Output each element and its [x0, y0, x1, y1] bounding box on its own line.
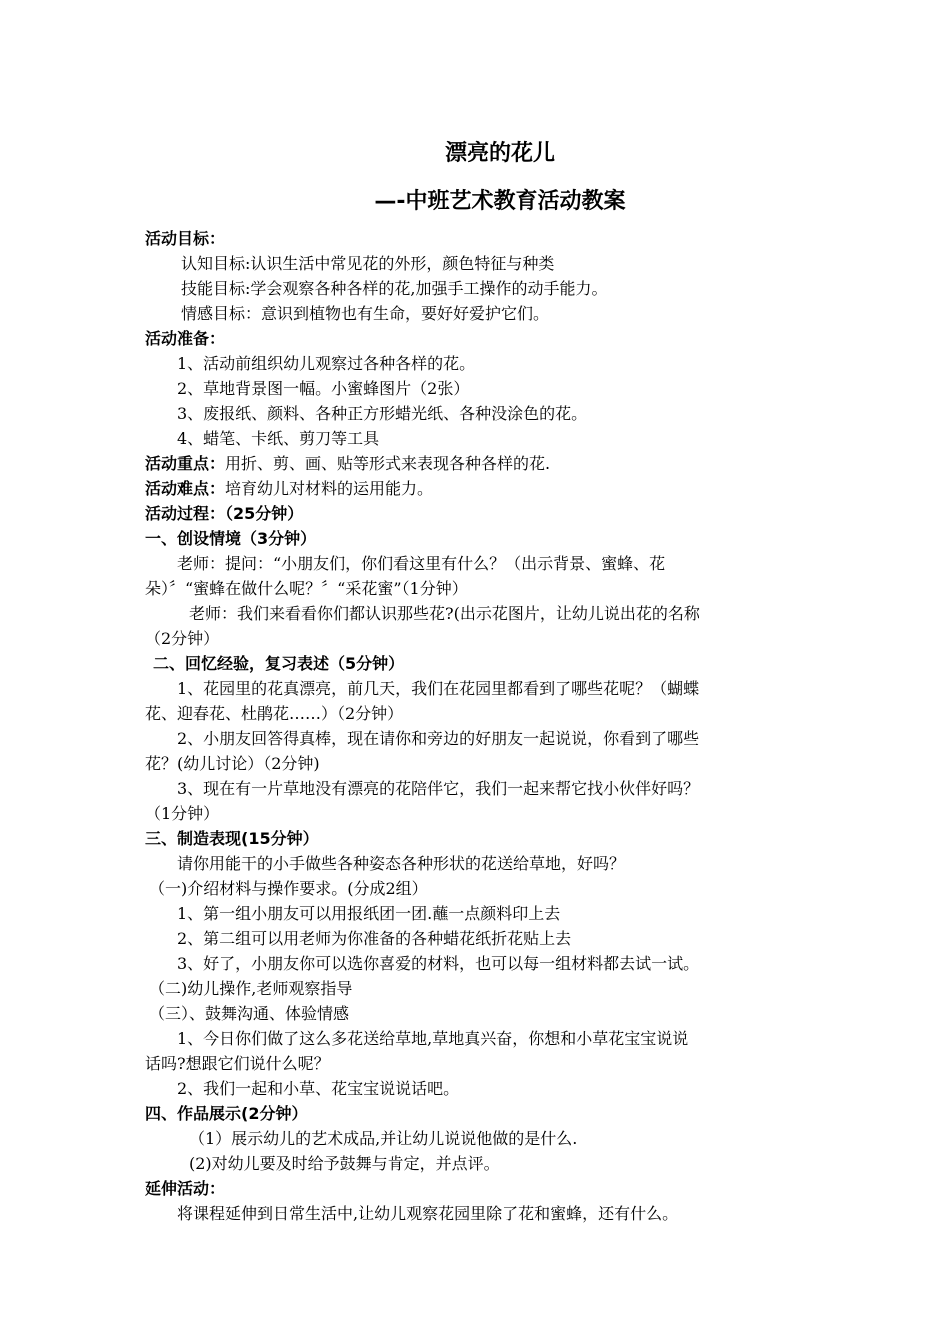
subsection-heading: （二)幼儿操作,老师观察指导	[149, 979, 353, 998]
difficulty-label: 活动难点：	[145, 479, 226, 498]
paragraph-line: （1）展示幼儿的艺术成品,并让幼儿说说他做的是什么.	[189, 1129, 578, 1148]
extension-text: 将课程延伸到日常生活中,让幼儿观察花园里除了花和蜜蜂，还有什么。	[177, 1204, 679, 1223]
paragraph-line: 朵）〞“蜜蜂在做什么呢？〞“采花蜜”（1分钟）	[145, 579, 468, 598]
process-heading: 活动过程：（25分钟）	[145, 504, 304, 523]
difficulty-point	[145, 476, 810, 501]
paragraph-line: （1分钟）	[145, 804, 220, 823]
key-label: 活动重点：	[145, 454, 226, 473]
extension-heading: 延伸活动：	[145, 1179, 226, 1198]
document-title: 漂亮的花儿	[444, 141, 555, 166]
paragraph-line: (2)对幼儿要及时给予鼓舞与肯定，并点评。	[189, 1154, 500, 1173]
document-subtitle: —-中班艺术教育活动教案	[374, 189, 626, 214]
document-body	[145, 226, 810, 1226]
paragraph-line: 请你用能干的小手做些各种姿态各种形状的花送给草地，好吗？	[177, 854, 626, 873]
paragraph-line: 老师：我们来看看你们都认识那些花?(出示花图片，让幼儿说出花的名称	[189, 604, 700, 623]
paragraph-line: 2、小朋友回答得真棒，现在请你和旁边的好朋友一起说说，你看到了哪些	[177, 729, 700, 748]
paragraph-line: 2、我们一起和小草、花宝宝说说话吧。	[177, 1079, 460, 1098]
key-point	[145, 451, 810, 476]
paragraph-line: 老师：提问：“小朋友们，你们看这里有什么？（出示背景、蜜蜂、花	[177, 554, 666, 573]
prep-item: 4、蜡笔、卡纸、剪刀等工具	[177, 429, 380, 448]
paragraph-line: 话吗?想跟它们说什么呢？	[145, 1054, 330, 1073]
subsection-heading: （三）、鼓舞沟通、体验情感	[149, 1004, 350, 1023]
paragraph-line: 3、现在有一片草地没有漂亮的花陪伴它，我们一起来帮它找小伙伴好吗？	[177, 779, 700, 798]
goal-emotion: 情感目标：意识到植物也有生命，要好好爱护它们。	[181, 304, 550, 323]
paragraph-line: 1、今日你们做了这么多花送给草地,草地真兴奋，你想和小草花宝宝说说	[177, 1029, 689, 1048]
section-heading: 四、作品展示(2分钟）	[145, 1104, 308, 1123]
goal-cognitive: 认知目标:认识生活中常见花的外形，颜色特征与种类	[181, 254, 555, 273]
goal-skill: 技能目标:学会观察各种各样的花,加强手工操作的动手能力。	[181, 279, 608, 298]
section-heading: 一、创设情境（3分钟）	[145, 529, 317, 548]
prep-item: 2、草地背景图一幅。小蜜蜂图片（2张）	[177, 379, 470, 398]
paragraph-line: 花、迎春花、杜鹃花……）（2分钟）	[145, 704, 404, 723]
section-heading: 二、回忆经验，复习表述（5分钟）	[153, 654, 405, 673]
paragraph-line: 3、好了，小朋友你可以选你喜爱的材料，也可以每一组材料都去试一试。	[177, 954, 700, 973]
section-heading: 三、制造表现(15分钟）	[145, 829, 319, 848]
subsection-heading: （一)介绍材料与操作要求。(分成2组）	[149, 879, 428, 898]
key-text: 用折、剪、画、贴等形式来表现各种各样的花.	[225, 454, 551, 473]
difficulty-text: 培育幼儿对材料的运用能力。	[225, 479, 434, 498]
goals-heading: 活动目标：	[145, 229, 226, 248]
paragraph-line: 1、第一组小朋友可以用报纸团一团.蘸一点颜料印上去	[177, 904, 561, 923]
paragraph-line: 花？(幼儿讨论）（2分钟)	[145, 754, 320, 773]
prep-heading: 活动准备：	[145, 329, 226, 348]
paragraph-line: （2分钟）	[145, 629, 220, 648]
prep-item: 3、废报纸、颜料、各种正方形蜡光纸、各种没涂色的花。	[177, 404, 588, 423]
paragraph-line: 1、花园里的花真漂亮，前几天，我们在花园里都看到了哪些花呢？（蝴蝶	[177, 679, 700, 698]
prep-item: 1、活动前组织幼儿观察过各种各样的花。	[177, 354, 476, 373]
paragraph-line: 2、第二组可以用老师为你准备的各种蜡花纸折花贴上去	[177, 929, 572, 948]
